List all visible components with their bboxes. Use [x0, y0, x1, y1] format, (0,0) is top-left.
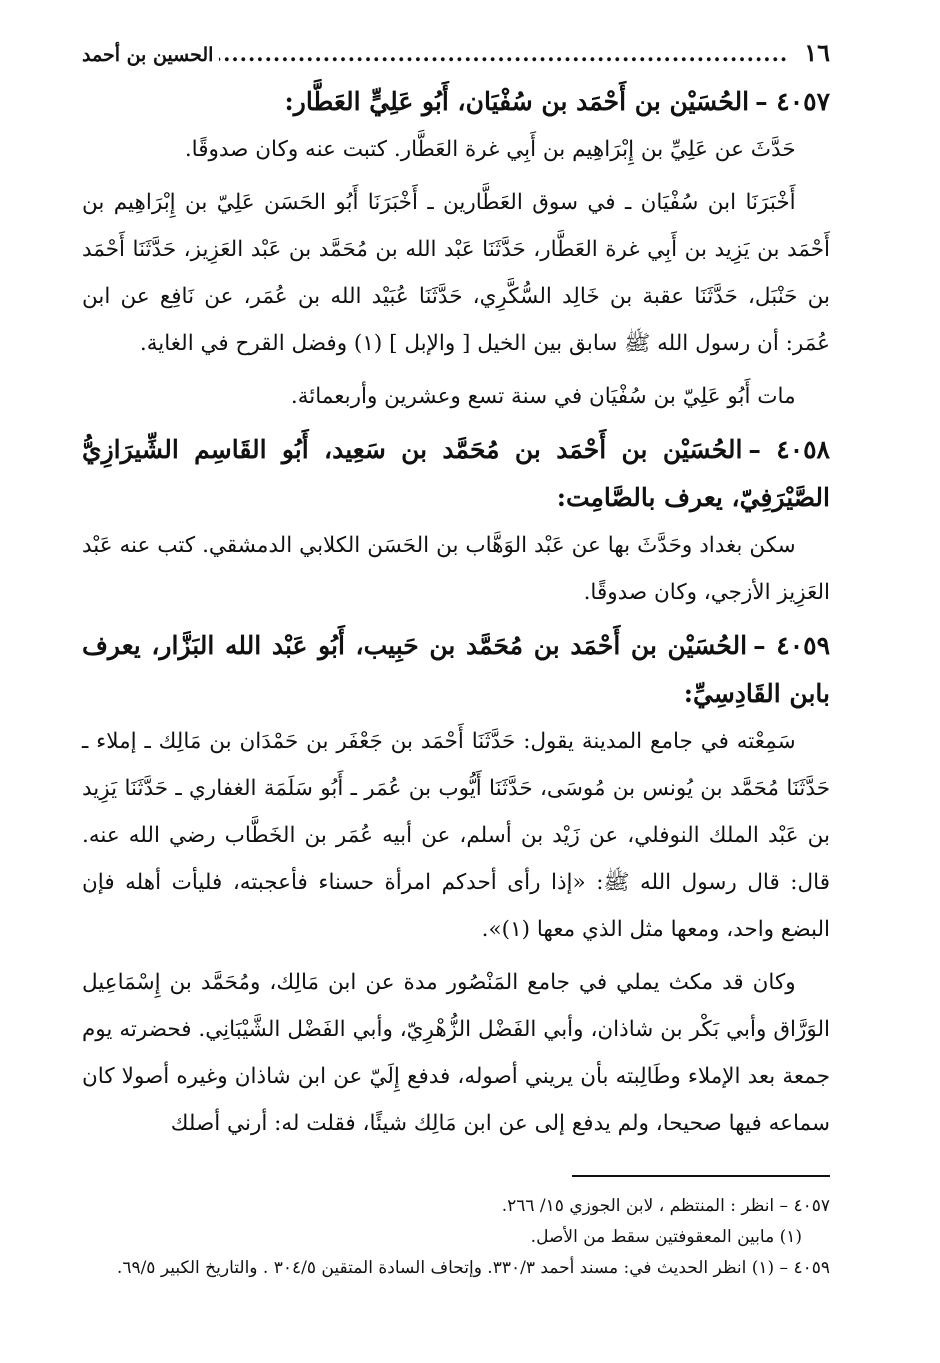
entry-title: الحُسَيْن بن أَحْمَد بن مُحَمَّد بن حَبِيب، أَبُو عَبْد الله البَزَّار، يعرف بابن القَادِسِيِّ: — [82, 631, 830, 708]
footnotes — [82, 1191, 830, 1284]
entry-4057 — [82, 78, 830, 420]
entry-title: الحُسَيْن بن أَحْمَد بن مُحَمَّد بن سَعِيد، أَبُو القَاسِم الشِّيرَازِيُّ الصَّيْرَفِيّ، يعرف بالصَّامِت: — [82, 435, 830, 512]
entry-number: ٤٠٥٩ – — [753, 631, 830, 660]
entry-heading — [82, 426, 830, 522]
footnote-separator — [572, 1175, 830, 1177]
entry-number: ٤٠٥٧ – — [755, 87, 830, 116]
footnote: (١) مابين المعقوفتين سقط من الأصل. — [530, 1227, 802, 1247]
entry-heading — [82, 622, 830, 718]
entry-4059 — [82, 622, 830, 1147]
entry-number: ٤٠٥٨ – — [748, 435, 830, 464]
entry-4058 — [82, 426, 830, 616]
entry-paragraph: سَمِعْته في جامع المدينة يقول: حَدَّثَنَا أَحْمَد بن جَعْفَر بن حَمْدَان بن مَالِك ـ إملاء ـ حَدَّثَنَا مُحَمَّد بن يُونس بن مُوسَى، حَدَّثَنَا أَيُّوب بن عُمَر ـ أَبُو سَلَمَة الغفاري ـ حَدَّثَنَا يَزِيد بن عَبْد الملك النوفلي، عن زَيْد بن أسلم، عن أبيه عُمَر بن الخَطَّاب رضي الله عنه. قال: قال رسول الله ﷺ: «إذا رأى أحدكم امرأة حسناء فأعجبته، فليأت أهله فإن البضع واحد، ومعها مثل الذي معها (١)». — [82, 729, 830, 942]
running-title: الحسين بن أحمد — [82, 44, 214, 66]
running-header — [82, 38, 830, 78]
entry-title: الحُسَيْن بن أَحْمَد بن سُفْيَان، أَبُو عَلِيٍّ العَطَّار: — [284, 87, 750, 116]
entry-paragraph: مات أَبُو عَلِيّ بن سُفْيَان في سنة تسع وعشرين وأربعمائة. — [290, 384, 796, 409]
entry-paragraph: حَدَّثَ عن عَلِيِّ بن إِبْرَاهِيم بن أَبِي غرة العَطَّار. كتبت عنه وكان صدوقًا. — [184, 137, 796, 162]
footnote: ٤٠٥٩ – (١) انظر الحديث في: مسند أحمد ٣٣٠/٣. وإتحاف السادة المتقين ٣٠٤/٥ . والتاريخ الكبير ٦٩/٥. — [116, 1258, 830, 1278]
entry-paragraph: أَخْبَرَنَا ابن سُفْيَان ـ في سوق العَطَّارين ـ أَخْبَرَنَا أَبُو الحَسَن عَلِيّ بن إِبْرَاهِيم بن أَحْمَد بن يَزِيد بن أَبِي غرة العَطَّار، حَدَّثَنَا عَبْد الله بن مُحَمَّد بن عَبْد العَزِيز، حَدَّثَنَا أَحْمَد بن حَنْبَل، حَدَّثَنَا عقبة بن خَالِد السُّكَّرِي، حَدَّثَنَا عُبَيْد الله بن عُمَر، عن نَافِع عن ابن عُمَر: أن رسول الله ﷺ سابق بين الخيل [ والإبل ] (١) وفضل القرح في الغاية. — [82, 190, 830, 356]
entry-heading — [82, 78, 830, 126]
leader-dots — [219, 41, 788, 66]
entry-paragraph: سكن بغداد وحَدَّثَ بها عن عَبْد الوَهَّاب بن الحَسَن الكلابي الدمشقي. كتب عنه عَبْد العَزِيز الأزجي، وكان صدوقًا. — [82, 533, 830, 605]
footnote: ٤٠٥٧ – انظر : المنتظم ، لابن الجوزي ١٥/ ٢٦٦. — [501, 1196, 830, 1216]
page-number: ١٦ — [804, 38, 830, 67]
entry-paragraph: وكان قد مكث يملي في جامع المَنْصُور مدة عن ابن مَالِك، ومُحَمَّد بن إِسْمَاعِيل الوَرَّاق وأبي بَكْر بن شاذان، وأبي الفَضْل الزُّهْرِيّ، وأبي الفَضْل الشَّيْبَانِي. فحضرته يوم جمعة بعد الإملاء وطَالِبته بأن يريني أصوله، فدفع إِلَيّ عن ابن شاذان وغيره أصولا كان سماعه فيها صحيحا، ولم يدفع إلى عن ابن مَالِك شيئًا، فقلت له: أرني أصلك — [82, 970, 830, 1136]
